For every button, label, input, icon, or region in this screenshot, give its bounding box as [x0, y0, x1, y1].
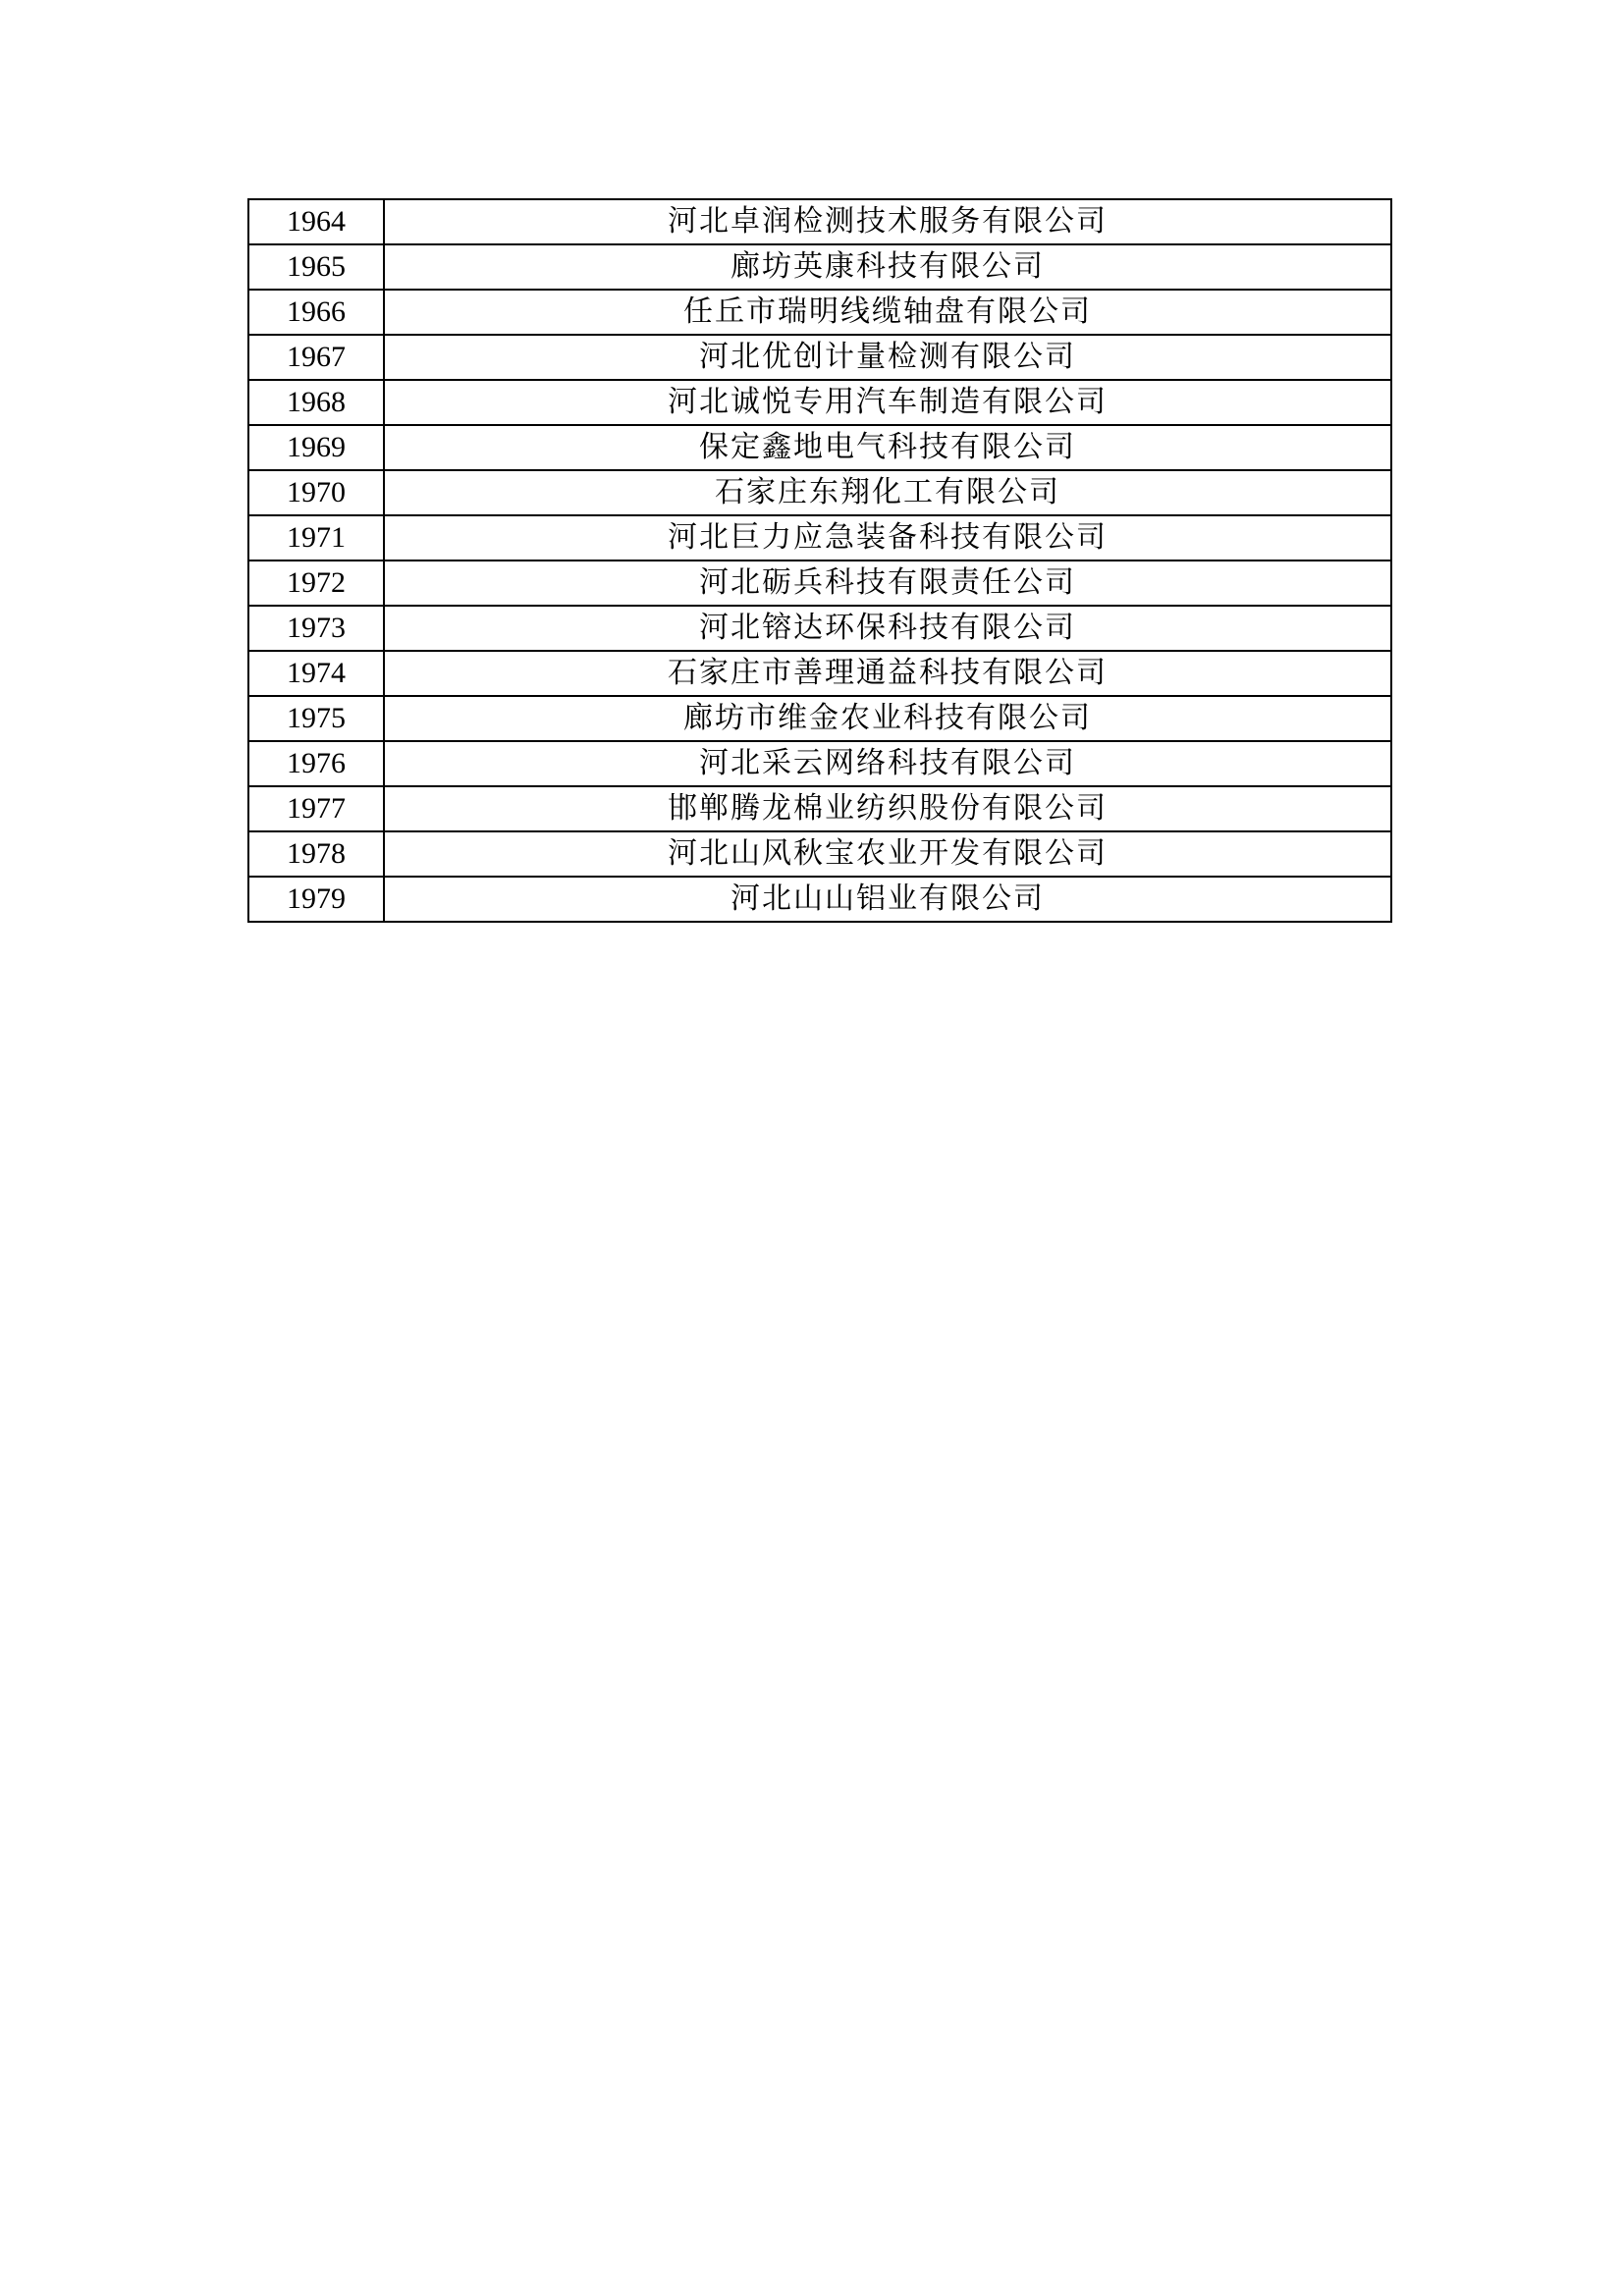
company-name: 廊坊英康科技有限公司 [384, 244, 1391, 290]
table-row [248, 696, 1391, 741]
table-row [248, 741, 1391, 786]
company-name: 河北优创计量检测有限公司 [384, 335, 1391, 380]
company-name: 河北砺兵科技有限责任公司 [384, 561, 1391, 606]
table-row [248, 290, 1391, 335]
row-number: 1971 [248, 515, 384, 561]
row-number: 1965 [248, 244, 384, 290]
company-name: 邯郸腾龙棉业纺织股份有限公司 [384, 786, 1391, 831]
table-row [248, 561, 1391, 606]
table-row [248, 244, 1391, 290]
table-row [248, 831, 1391, 877]
table-row [248, 199, 1391, 244]
row-number: 1970 [248, 470, 384, 515]
table-row [248, 425, 1391, 470]
row-number: 1972 [248, 561, 384, 606]
row-number: 1973 [248, 606, 384, 651]
company-name: 任丘市瑞明线缆轴盘有限公司 [384, 290, 1391, 335]
table-row [248, 651, 1391, 696]
company-name: 石家庄东翔化工有限公司 [384, 470, 1391, 515]
company-name: 河北巨力应急装备科技有限公司 [384, 515, 1391, 561]
row-number: 1978 [248, 831, 384, 877]
company-list-table [247, 198, 1392, 923]
table-row [248, 877, 1391, 922]
row-number: 1977 [248, 786, 384, 831]
company-name: 河北山山铝业有限公司 [384, 877, 1391, 922]
row-number: 1974 [248, 651, 384, 696]
row-number: 1966 [248, 290, 384, 335]
row-number: 1968 [248, 380, 384, 425]
row-number: 1975 [248, 696, 384, 741]
company-name: 廊坊市维金农业科技有限公司 [384, 696, 1391, 741]
company-name: 河北山风秋宝农业开发有限公司 [384, 831, 1391, 877]
company-name: 河北卓润检测技术服务有限公司 [384, 199, 1391, 244]
row-number: 1969 [248, 425, 384, 470]
company-name: 河北采云网络科技有限公司 [384, 741, 1391, 786]
table-row [248, 515, 1391, 561]
table-row [248, 606, 1391, 651]
row-number: 1964 [248, 199, 384, 244]
company-name: 河北诚悦专用汽车制造有限公司 [384, 380, 1391, 425]
row-number: 1979 [248, 877, 384, 922]
company-name: 石家庄市善理通益科技有限公司 [384, 651, 1391, 696]
table-row [248, 380, 1391, 425]
table-row [248, 470, 1391, 515]
table-row [248, 786, 1391, 831]
table-row [248, 335, 1391, 380]
company-name: 河北镕达环保科技有限公司 [384, 606, 1391, 651]
row-number: 1976 [248, 741, 384, 786]
company-name: 保定鑫地电气科技有限公司 [384, 425, 1391, 470]
company-list-body [248, 199, 1391, 922]
row-number: 1967 [248, 335, 384, 380]
